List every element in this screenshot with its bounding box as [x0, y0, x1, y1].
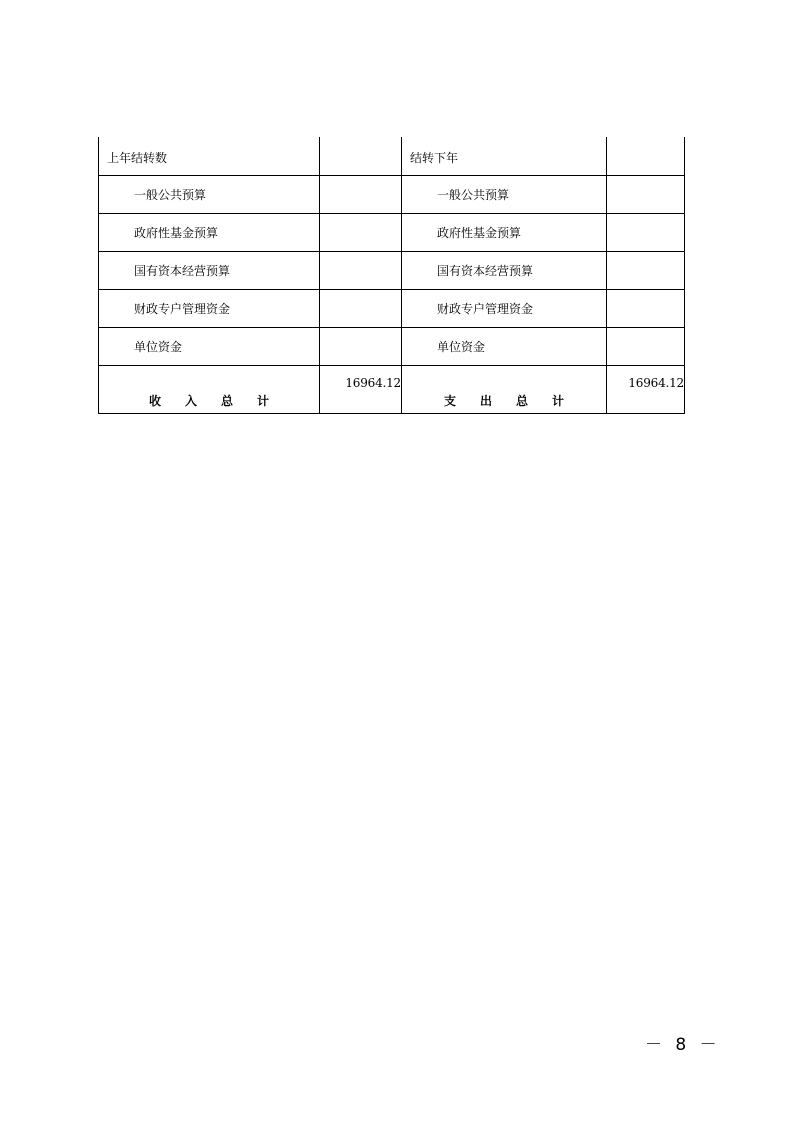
page-number: － 8 －	[645, 1035, 721, 1055]
expense-item-label: 结转下年	[402, 137, 607, 175]
table-row	[99, 251, 685, 289]
expense-item-amount	[607, 251, 685, 289]
budget-summary-table	[98, 137, 685, 414]
expense-item-amount	[607, 175, 685, 213]
expense-item-label: 政府性基金预算	[402, 213, 607, 251]
expense-item-label: 财政专户管理资金	[402, 289, 607, 327]
income-total-label	[99, 365, 320, 413]
income-item-label: 政府性基金预算	[99, 213, 320, 251]
table-row	[99, 289, 685, 327]
income-item-label: 国有资本经营预算	[99, 251, 320, 289]
income-total-amount: 16964.12	[320, 365, 402, 413]
income-item-label: 单位资金	[99, 327, 320, 365]
expense-total-label	[402, 365, 607, 413]
income-item-amount	[320, 327, 402, 365]
income-item-label: 一般公共预算	[99, 175, 320, 213]
expense-total-amount: 16964.12	[607, 365, 685, 413]
expense-item-amount	[607, 213, 685, 251]
income-item-amount	[320, 137, 402, 175]
expense-item-label: 一般公共预算	[402, 175, 607, 213]
table-row	[99, 213, 685, 251]
income-item-amount	[320, 175, 402, 213]
income-item-amount	[320, 251, 402, 289]
expense-item-amount	[607, 289, 685, 327]
income-total-label-text: 收入总计	[148, 393, 293, 408]
income-item-amount	[320, 289, 402, 327]
table-row	[99, 327, 685, 365]
income-item-label: 上年结转数	[99, 137, 320, 175]
expense-total-label-text: 支出总计	[443, 393, 588, 408]
total-row	[99, 365, 685, 413]
expense-item-amount	[607, 137, 685, 175]
income-item-amount	[320, 213, 402, 251]
expense-item-label: 国有资本经营预算	[402, 251, 607, 289]
expense-item-label: 单位资金	[402, 327, 607, 365]
income-item-label: 财政专户管理资金	[99, 289, 320, 327]
table-row	[99, 137, 685, 175]
expense-item-amount	[607, 327, 685, 365]
table-row	[99, 175, 685, 213]
